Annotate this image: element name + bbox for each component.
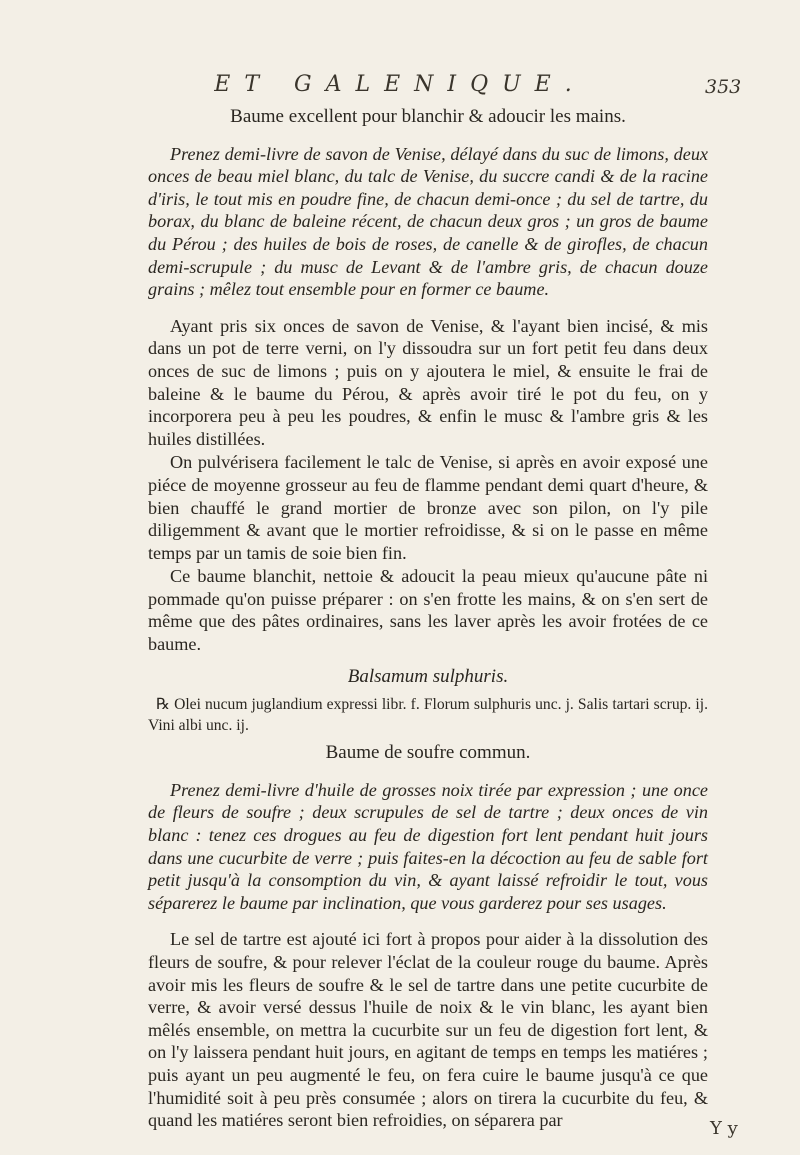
running-title: ET GALENIQUE. <box>214 72 586 97</box>
body-paragraph: Ce baume blanchit, nettoie & adoucit la peau mieux qu'aucune pâte ni pommade qu'on puisse préparer : on s'en frotte les mains, & on s'en sert de même que des pâtes ordinaires, sans les laver après les avoir frotées de ce baume. <box>148 566 708 655</box>
section-heading: Baume excellent pour blanchir & adoucir les mains. <box>230 106 626 127</box>
section-heading: Baume de soufre commun. <box>325 742 531 764</box>
signature-mark: Y y <box>710 1118 738 1139</box>
latin-formula: ℞ Olei nucum juglandium expressi libr. f. Florum sulphuris unc. j. Salis tartari scrup. ij. Vini albi unc. ij. <box>148 696 708 735</box>
body-paragraph: Ayant pris six onces de savon de Venise, & l'ayant bien incisé, & mis dans un pot de terre verni, on l'y dissoudra sur un fort petit feu dans deux onces de suc de limons ; puis on y ajoutera le miel, & ensuite le frai de baleine & le baume du Pérou, & après avoir tiré le pot du feu, on y incorporera peu à peu les poudres, & enfin le musc & l'ambre gris & les huiles distillées. <box>148 315 708 449</box>
body-paragraph: On pulvérisera facilement le talc de Venise, si après en avoir exposé une piéce de moyenne grosseur au feu de flamme pendant demi quart d'heure, & bien chauffé le grand mortier de bronze avec son pilon, on l'y pile diligemment & avant que le mortier refroidisse, & si on le passe en même temps par un tamis de soie bien fin. <box>148 452 708 563</box>
latin-title: Balsamum sulphuris. <box>347 665 509 687</box>
recipe-text: Prenez demi-livre de savon de Venise, délayé dans du suc de limons, deux onces de beau miel blanc, du talc de Venise, du succre candi & de la racine d'iris, le tout mis en poudre fine, de chacun demi-once ; du sel de tartre, du borax, du blanc de baleine récent, de chacun deux gros ; un gros de baume du Pérou ; des huiles de bois de roses, de canelle & de girofles, de chacun demi-scrupule ; du musc de Levant & de l'ambre gris, de chacun douze grains ; mêlez tout ensemble pour en former ce baume. <box>148 143 708 300</box>
recipe-text: Prenez demi-livre d'huile de grosses noix tirée par expression ; une once de fleurs de soufre ; deux scrupules de sel de tartre ; deux onces de vin blanc : tenez ces drogues au feu de digestion fort lent pendant huit jours dans une cucurbite de verre ; puis faites-en la décoction au feu de sable fort petit jusqu'à la consomption du vin, & ayant laissé refroidir le tout, vous séparerez le baume par inclination, que vous garderez pour ses usages. <box>148 779 708 913</box>
body-paragraph: Le sel de tartre est ajouté ici fort à propos pour aider à la dissolution des fleurs de soufre, & pour relever l'éclat de la couleur rouge du baume. Après avoir mis les fleurs de soufre & le sel de tartre dans une petite cucurbite de verre, & avoir versé dessus l'huile de noix & le vin blanc, les ayant bien mêlés ensemble, on mettra la cucurbite sur un feu de digestion fort lent, & on l'y laissera pendant huit jours, en agitant de temps en temps les matiéres ; puis ayant un peu augmenté le feu, on fera cuire le baume jusqu'à ce que l'humidité soit à peu près consumée ; alors on tirera la cucurbite du feu, & quand les matiéres seront bien refroidies, on séparera par <box>148 929 708 1131</box>
page-body <box>148 106 708 1132</box>
page-number: 353 <box>705 76 742 98</box>
